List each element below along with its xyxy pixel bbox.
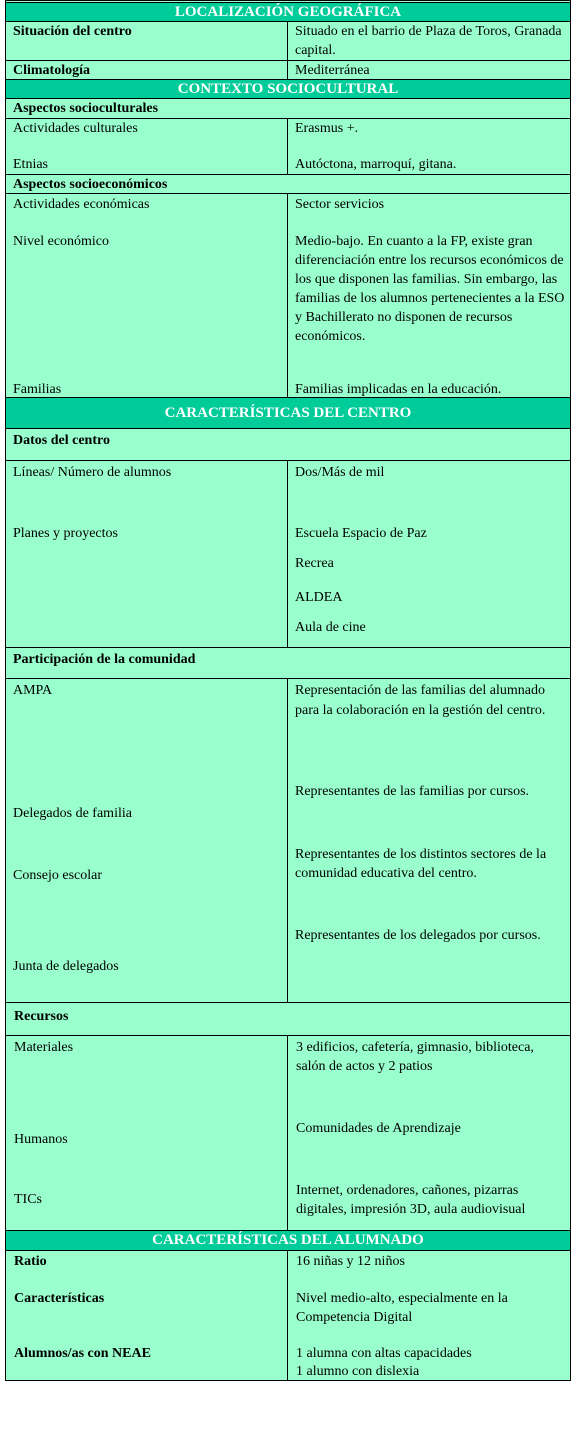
alumnado-header: CARACTERÍSTICAS DEL ALUMNADO: [5, 1230, 571, 1251]
divider: [5, 1035, 571, 1036]
column-divider: [287, 460, 288, 647]
climatologia-label: Climatología: [13, 63, 90, 78]
recursos-title: Recursos: [14, 1009, 69, 1024]
column-divider: [287, 678, 288, 1002]
consejo-value: Representantes de los distintos sectores de la comunidad educativa del centro.: [295, 847, 547, 881]
socioeconomicos-title: Aspectos socioeconómicos: [13, 177, 168, 192]
tics-value: Internet, ordenadores, cañones, pizarras digitales, impresión 3D, aula audiovisual: [296, 1183, 526, 1217]
situacion-label: Situación del centro: [13, 24, 132, 39]
materiales-label: Materiales: [14, 1040, 74, 1055]
nivel-economico-value: Medio-bajo. En cuanto a la FP, existe gran diferenciación entre los recursos económicos de los que disponen las familias. Sin embargo, las familias de los alumnos pertenecientes a la ESO y Bachillerato no disponen de recursos económicos.: [295, 234, 565, 344]
familias-label: Familias: [13, 382, 62, 397]
caracteristicas-label: Características: [14, 1291, 105, 1306]
plan-item: ALDEA: [295, 590, 343, 605]
lineas-value: Dos/Más de mil: [295, 465, 385, 480]
column-divider: [287, 1035, 288, 1231]
caracteristicas-value: Nivel medio-alto, especialmente en la Competencia Digital: [296, 1291, 508, 1325]
junta-label: Junta de delegados: [13, 959, 119, 974]
climatologia-value: Mediterránea: [295, 63, 370, 78]
divider: [5, 460, 571, 461]
lineas-label: Líneas/ Número de alumnos: [13, 465, 172, 480]
actividades-culturales-value: Erasmus +.: [295, 121, 359, 136]
contexto-header: CONTEXTO SOCIOCULTURAL: [5, 79, 571, 99]
tics-label: TICs: [14, 1192, 42, 1207]
etnias-value: Autóctona, marroquí, gitana.: [295, 157, 457, 172]
consejo-label: Consejo escolar: [13, 868, 103, 883]
humanos-label: Humanos: [14, 1132, 68, 1147]
plan-item: Recrea: [295, 556, 334, 571]
datos-title: Datos del centro: [13, 433, 110, 448]
column-divider: [287, 21, 288, 80]
localizacion-header: LOCALIZACIÓN GEOGRÁFICA: [5, 2, 571, 22]
situacion-value: Situado en el barrio de Plaza de Toros, Granada capital.: [295, 24, 562, 58]
column-divider: [287, 1251, 288, 1381]
etnias-label: Etnias: [13, 157, 48, 172]
divider: [5, 193, 571, 194]
neae-item: 1 alumna con altas capacidades: [296, 1346, 472, 1361]
neae-label: Alumnos/as con NEAE: [14, 1346, 151, 1361]
actividades-economicas-label: Actividades económicas: [13, 197, 150, 212]
nivel-economico-label: Nivel económico: [13, 234, 110, 249]
ampa-label: AMPA: [13, 683, 53, 698]
ampa-value: Representación de las familias del alumnado para la colaboración en la gestión del centro.: [295, 683, 546, 718]
plan-item: Aula de cine: [295, 620, 366, 635]
column-divider: [287, 193, 288, 398]
delegados-familia-label: Delegados de familia: [13, 806, 132, 821]
divider: [5, 1002, 571, 1003]
actividades-economicas-value: Sector servicios: [295, 197, 385, 212]
ratio-value: 16 niñas y 12 niños: [296, 1254, 405, 1269]
delegados-familia-value: Representantes de las familias por cursos.: [295, 784, 530, 799]
divider: [5, 647, 571, 648]
ratio-label: Ratio: [14, 1254, 47, 1269]
centro-header: CARACTERÍSTICAS DEL CENTRO: [5, 397, 571, 429]
socioculturales-title: Aspectos socioculturales: [13, 101, 159, 116]
actividades-culturales-label: Actividades culturales: [13, 121, 138, 136]
column-divider: [287, 118, 288, 174]
neae-item: 1 alumno con dislexia: [296, 1364, 420, 1379]
participacion-title: Participación de la comunidad: [13, 652, 196, 667]
materiales-value: 3 edificios, cafetería, gimnasio, biblioteca, salón de actos y 2 patios: [296, 1040, 534, 1074]
familias-value: Familias implicadas en la educación.: [295, 382, 502, 397]
planes-label: Planes y proyectos: [13, 526, 118, 541]
plan-item: Escuela Espacio de Paz: [295, 526, 427, 541]
humanos-value: Comunidades de Aprendizaje: [296, 1121, 461, 1136]
divider: [5, 678, 571, 679]
junta-value: Representantes de los delegados por cursos.: [295, 928, 541, 943]
